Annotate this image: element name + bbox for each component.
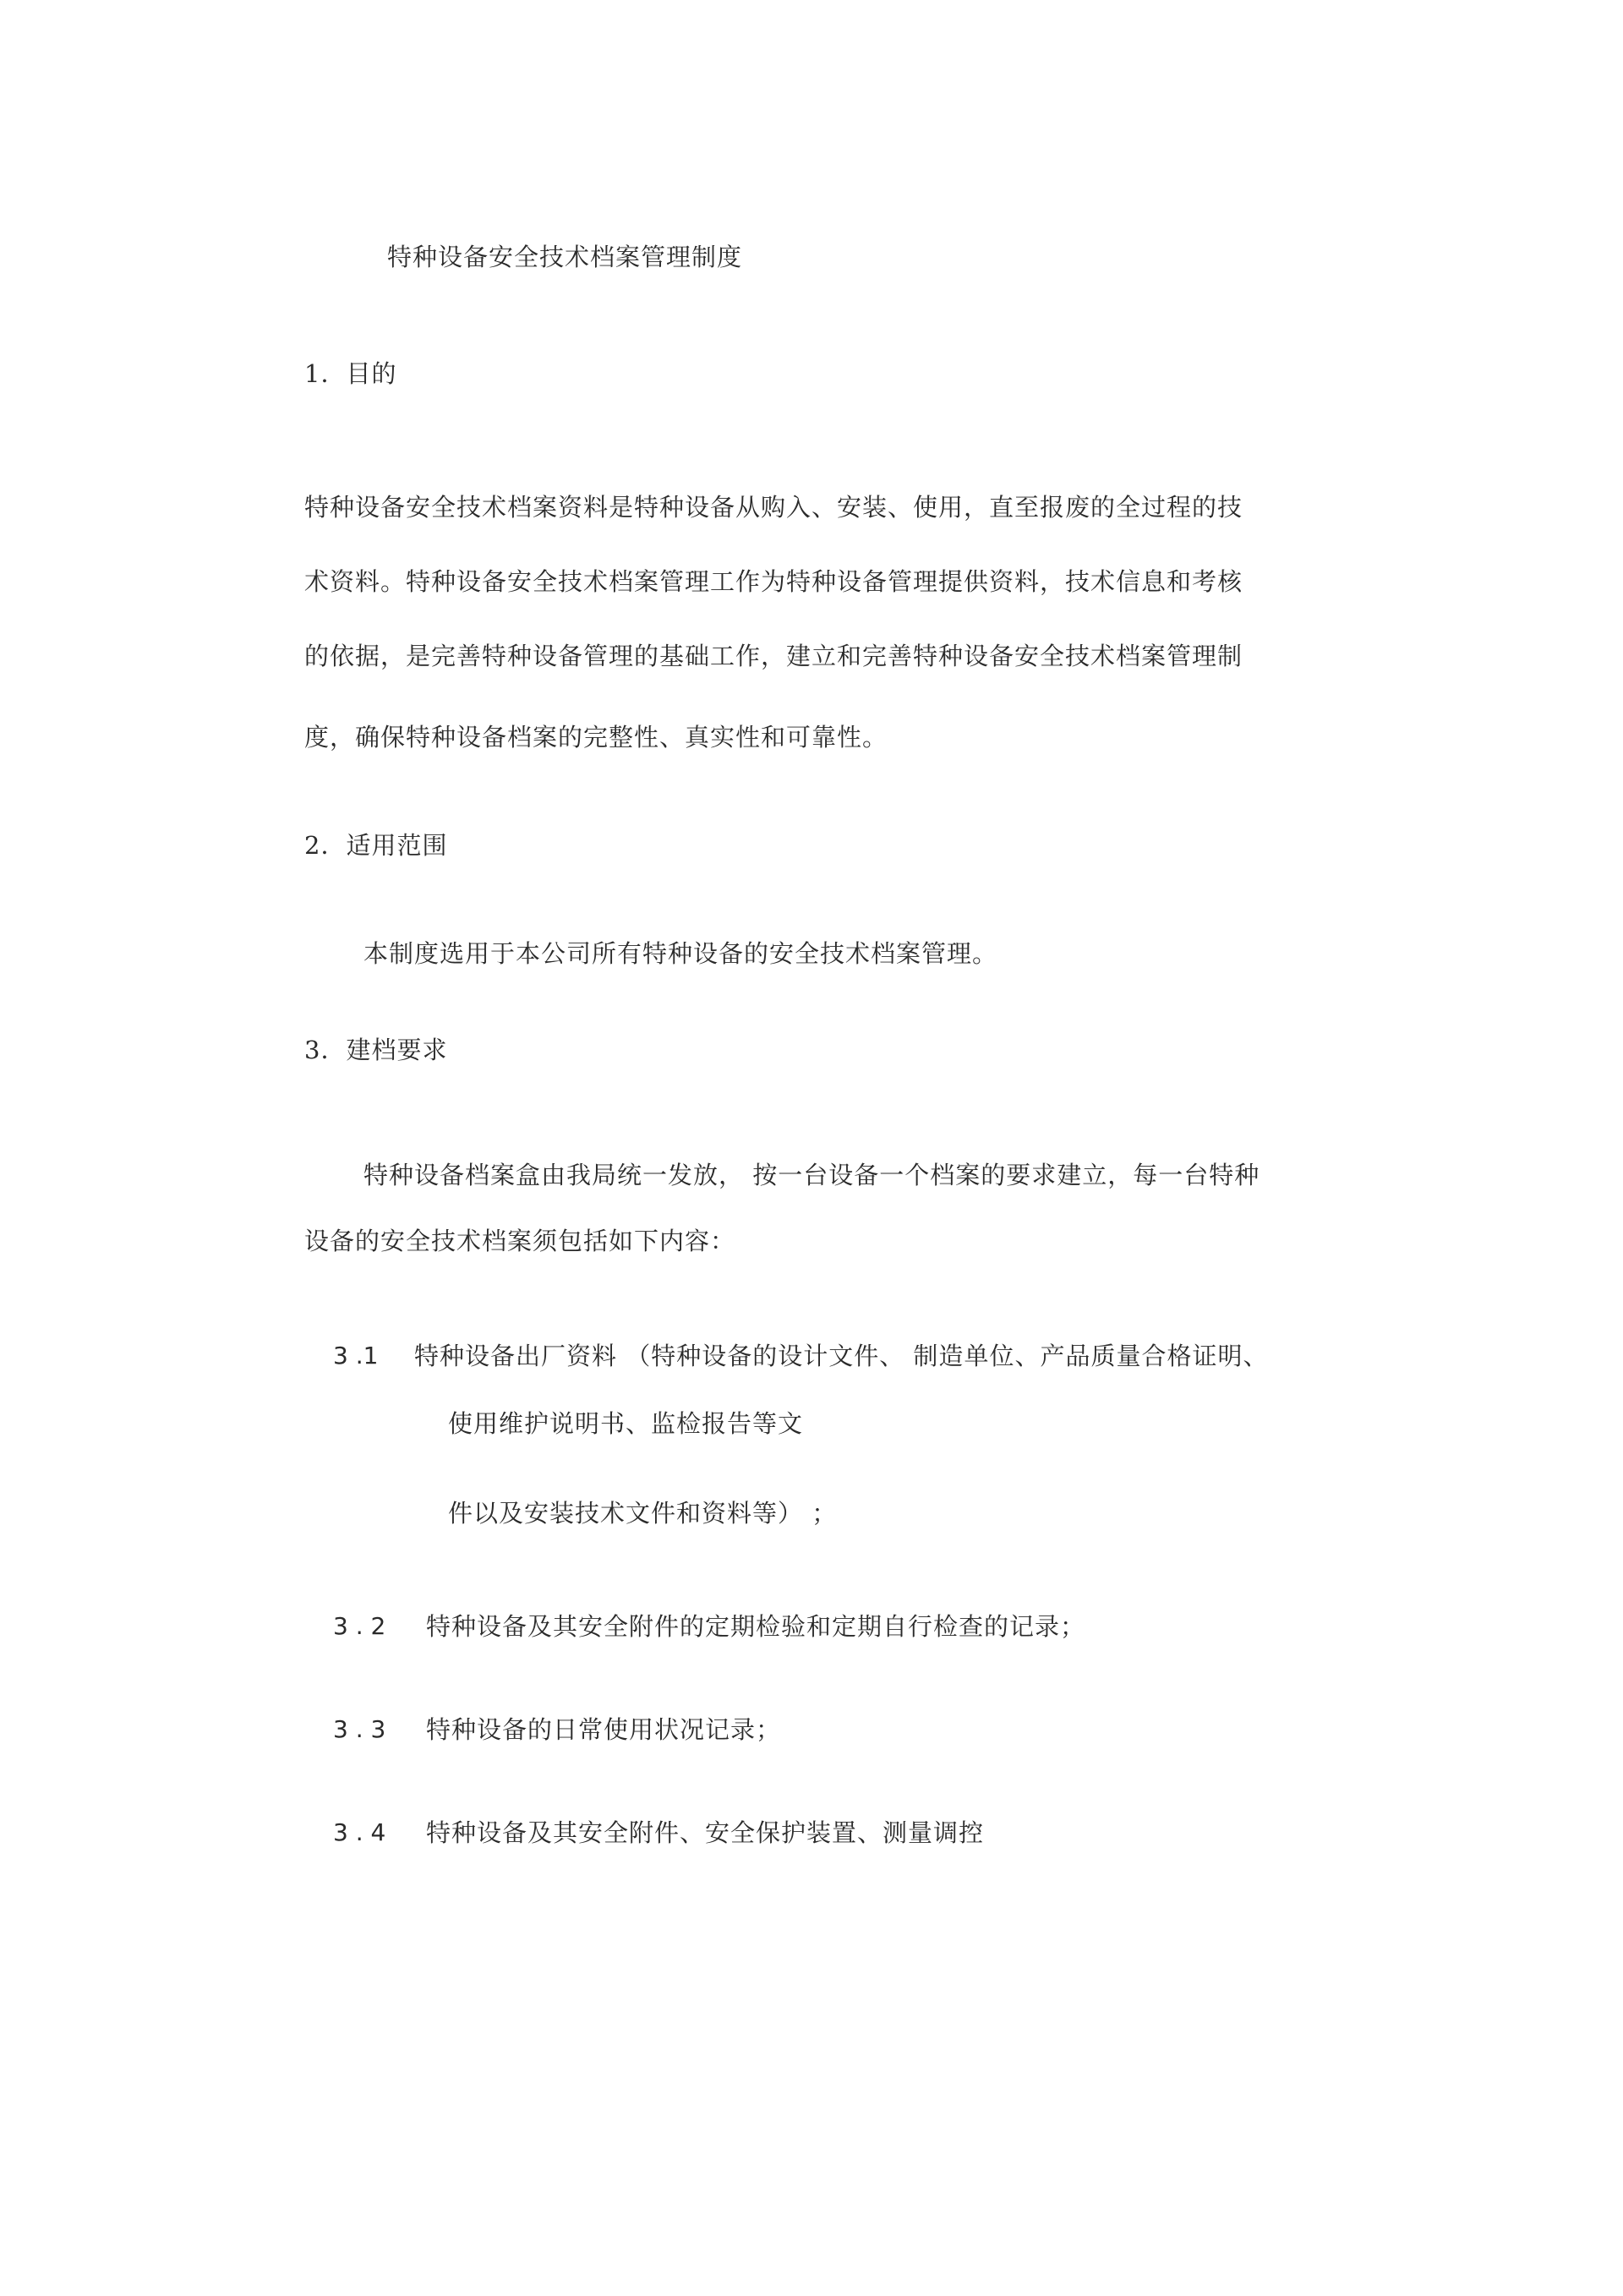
- item-3-2-number: 3 . 2: [333, 1612, 386, 1640]
- item-3-4-number: 3 . 4: [333, 1818, 386, 1846]
- section-3-paragraph-line: 设备的安全技术档案须包括如下内容：: [304, 1227, 736, 1255]
- section-1-paragraph-line: 特种设备安全技术档案资料是特种设备从购入、安装、使用，直至报废的全过程的技: [304, 493, 1243, 522]
- section-2-paragraph: 本制度选用于本公司所有特种设备的安全技术档案管理。: [363, 939, 998, 968]
- item-3-3-text: 特种设备的日常使用状况记录；: [426, 1715, 782, 1744]
- item-3-3-number: 3 . 3: [333, 1715, 386, 1743]
- section-2-heading: 2．适用范围: [304, 831, 448, 860]
- section-1-paragraph-line: 的依据，是完善特种设备管理的基础工作，建立和完善特种设备安全技术档案管理制: [304, 642, 1243, 670]
- section-1-paragraph-line: 术资料。特种设备安全技术档案管理工作为特种设备管理提供资料，技术信息和考核: [304, 567, 1243, 596]
- item-3-1-text-line: 件以及安装技术文件和资料等） ；: [448, 1499, 838, 1528]
- section-1-paragraph-line: 度，确保特种设备档案的完整性、真实性和可靠性。: [304, 723, 888, 752]
- section-1-heading: 1．目的: [304, 359, 397, 388]
- section-3-paragraph-line: 特种设备档案盒由我局统一发放， 按一台设备一个档案的要求建立，每一台特种: [363, 1161, 1260, 1189]
- document-title: 特种设备安全技术档案管理制度: [387, 243, 743, 271]
- section-3-heading: 3．建档要求: [304, 1036, 448, 1064]
- item-3-1-number: 3 .1: [333, 1342, 379, 1369]
- item-3-1-text-line: 特种设备出厂资料 （特种设备的设计文件、 制造单位、产品质量合格证明、: [414, 1342, 1269, 1370]
- item-3-2-text: 特种设备及其安全附件的定期检验和定期自行检查的记录；: [426, 1612, 1086, 1641]
- item-3-4-text: 特种设备及其安全附件、安全保护装置、测量调控: [426, 1818, 985, 1847]
- item-3-1-text-line: 使用维护说明书、监检报告等文: [448, 1409, 804, 1438]
